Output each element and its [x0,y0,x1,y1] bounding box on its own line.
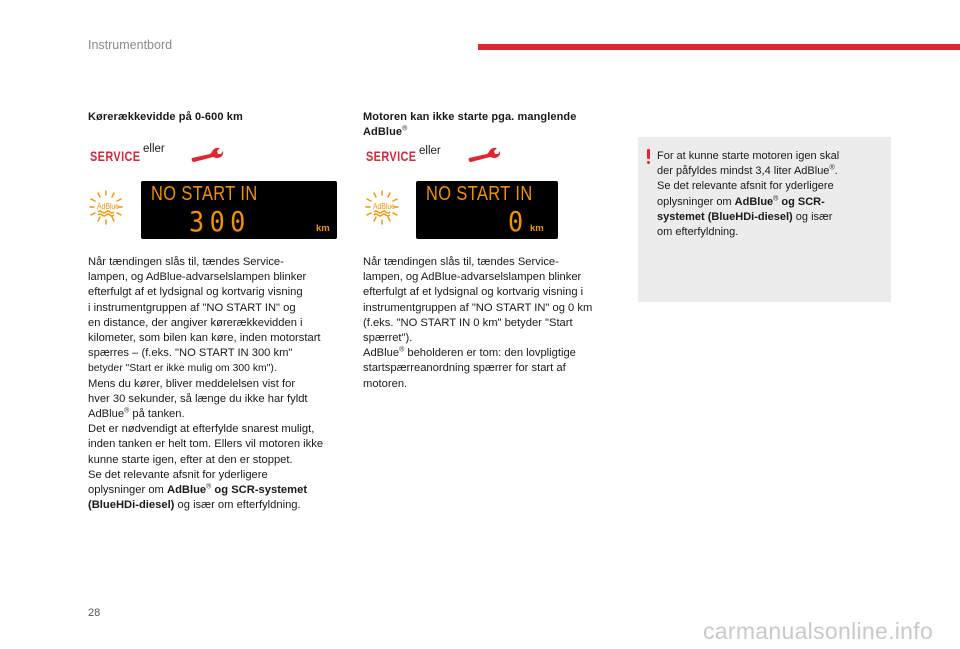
display-value: 300 [189,205,251,238]
note-text: For at kunne starte motoren igen skal der påfyldes mindst 3,4 liter AdBlue®. Se det relevante afsnit for yderligere oplysninger om AdBlue® og SCR- systemet (BlueHDi-diesel) og især om efterfyldning. [657,150,840,239]
display-unit: km [530,223,544,234]
display-title: NO START IN [426,183,533,205]
header-accent-bar [478,44,960,50]
display-unit: km [316,223,330,234]
exclamation-icon [647,149,651,164]
wrench-icon [467,146,501,164]
display-title: NO START IN [151,183,258,205]
display-value: 0 [508,205,529,238]
or-label: eller [419,145,441,157]
wrench-icon [190,146,224,164]
adblue-icon-label: AdBlue [373,202,395,211]
page-number: 28 [88,607,101,619]
service-warning-lamp: SERVICE [90,148,141,164]
middle-body-text: Når tændingen slås til, tændes Service- lampen, og AdBlue-advarselslampen blinker efterfulgt af et lydsignal og kortvarig visning i instrumentgruppen af "NO START IN" og 0 km (f.eks. "NO START IN 0 km" betyder "Start spærret"). AdBlue® beholderen er tom: den lovpligtige startspærreanordning spærrer for start af motoren. [363,256,593,390]
middle-heading: Motoren kan ikke starte pga. manglende AdBlue® [363,111,577,138]
or-label: eller [143,143,165,155]
watermark: carmanualsonline.info [703,618,934,644]
adblue-icon-label: AdBlue [97,202,119,211]
service-warning-lamp: SERVICE [366,148,417,164]
instrument-display-0 [416,181,558,239]
warning-note-box [638,137,891,302]
left-body-text: Når tændingen slås til, tændes Service- lampen, og AdBlue-advarselslampen blinker efterfulgt af et lydsignal og kortvarig visning i instrumentgruppen af "NO START IN" og en distance, der angiver kørerækkevidden i kilometer, som bilen kan køre, inden motorstart spærres – (f.eks. "NO START IN 300 km" betyder "Start er ikke mulig om 300 km"). Mens du kører, bliver meddelelsen vist for hver 30 sekunder, så længe du ikke har fyldt AdBlue® på tanken. Det er nødvendigt at efterfylde snarest muligt, inden tanken er helt tom. Ellers vil motoren ikke kunne starte igen, efter at den er stoppet. Se det relevante afsnit for yderligere oplysninger om AdBlue® og SCR-systemet (BlueHDi-diesel) og især om efterfyldning. [88,256,324,512]
left-heading: Kørerækkevidde på 0-600 km [88,111,243,123]
instrument-display-300 [141,181,337,239]
section-title: Instrumentbord [88,38,173,52]
